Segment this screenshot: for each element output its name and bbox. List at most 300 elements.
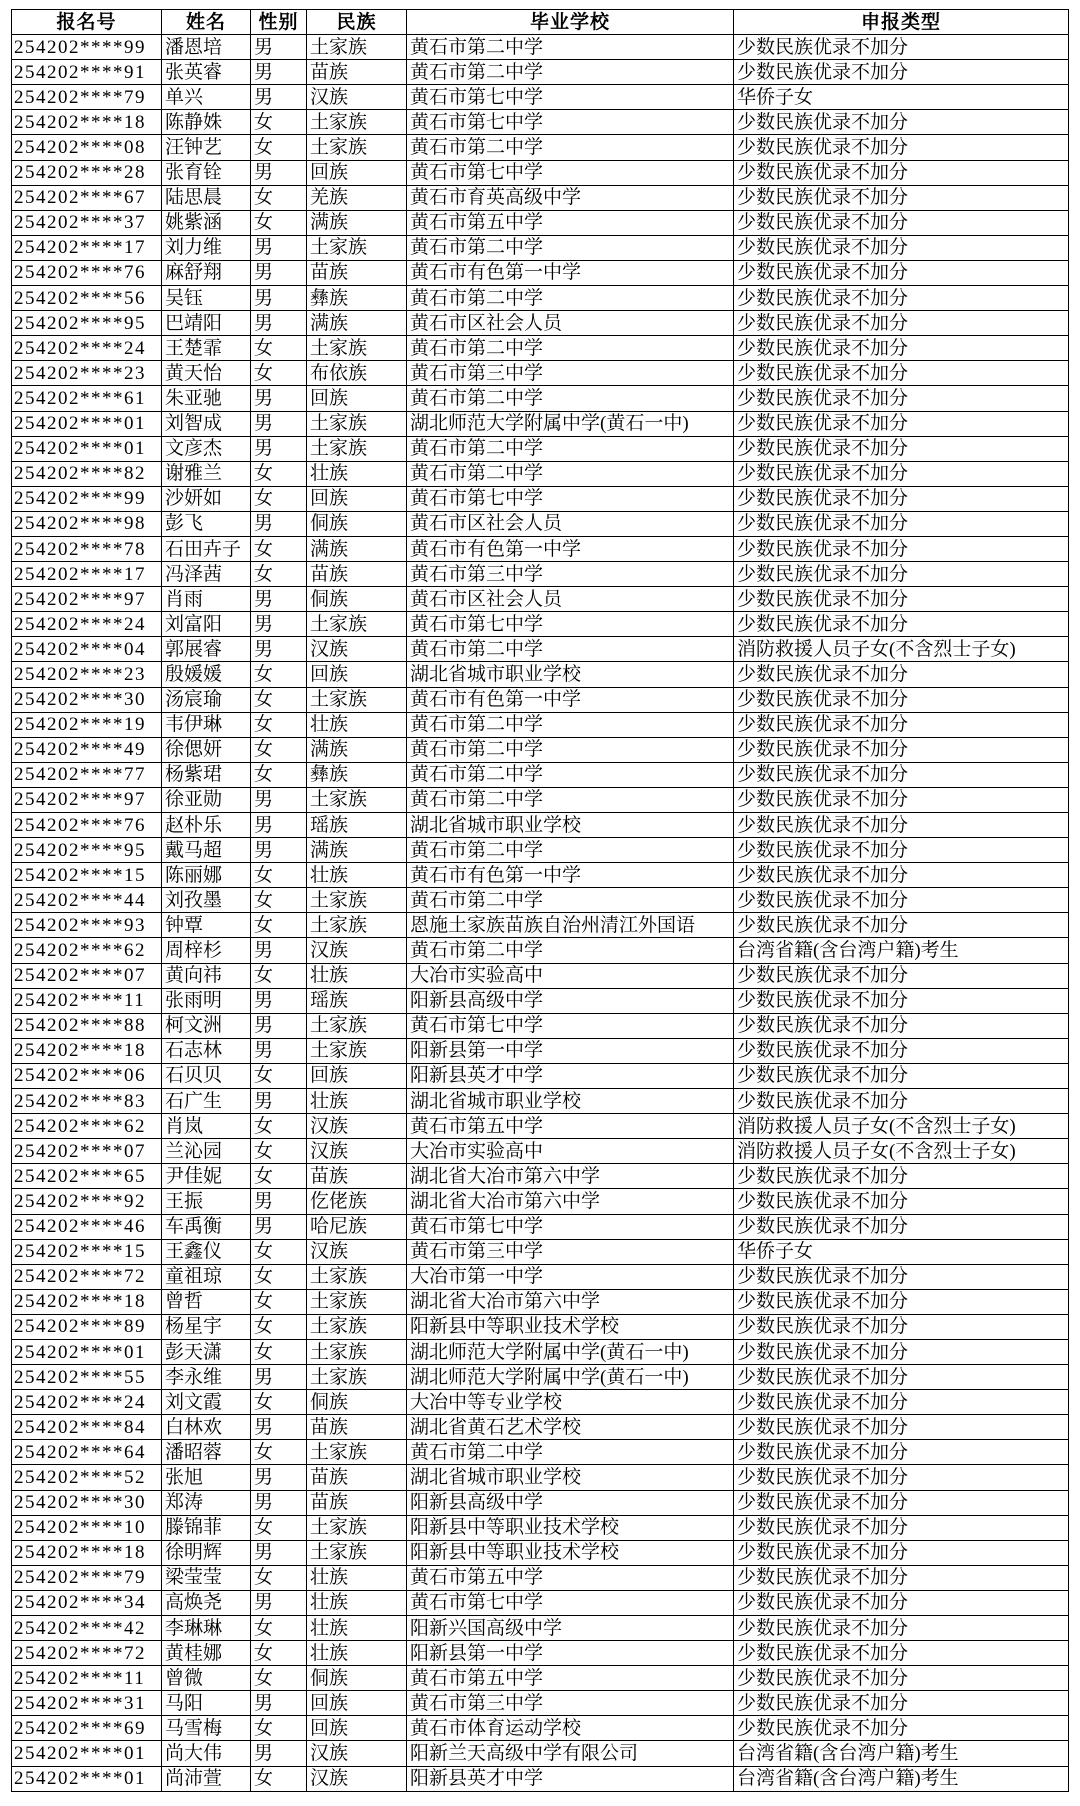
cell-school: 黄石市第七中学: [407, 1214, 734, 1239]
cell-name: 石田卉子: [162, 536, 251, 561]
cell-school: 阳新兰天高级中学有限公司: [407, 1741, 734, 1766]
cell-application-type: 少数民族优录不加分: [734, 787, 1069, 812]
table-row: [12, 637, 1069, 662]
cell-reg-no: 254202****18: [12, 1038, 162, 1063]
cell-name: 陆思晨: [162, 185, 251, 210]
cell-gender: 女: [251, 662, 307, 687]
cell-ethnicity: 土家族: [307, 1365, 407, 1390]
table-row: [12, 1590, 1069, 1615]
cell-school: 黄石市有色第一中学: [407, 863, 734, 888]
cell-reg-no: 254202****62: [12, 1114, 162, 1139]
cell-application-type: 少数民族优录不加分: [734, 1691, 1069, 1716]
cell-name: 曾哲: [162, 1289, 251, 1314]
cell-reg-no: 254202****04: [12, 637, 162, 662]
cell-name: 殷媛媛: [162, 662, 251, 687]
cell-gender: 男: [251, 1038, 307, 1063]
cell-application-type: 少数民族优录不加分: [734, 60, 1069, 85]
cell-ethnicity: 汉族: [307, 1239, 407, 1264]
cell-gender: 男: [251, 311, 307, 336]
cell-gender: 女: [251, 863, 307, 888]
cell-reg-no: 254202****78: [12, 536, 162, 561]
cell-gender: 女: [251, 913, 307, 938]
cell-gender: 男: [251, 260, 307, 285]
cell-reg-no: 254202****93: [12, 913, 162, 938]
header-gender: 性别: [251, 10, 307, 35]
cell-school: 阳新兴国高级中学: [407, 1616, 734, 1641]
cell-reg-no: 254202****95: [12, 838, 162, 863]
cell-application-type: 少数民族优录不加分: [734, 311, 1069, 336]
cell-ethnicity: 满族: [307, 210, 407, 235]
cell-application-type: 少数民族优录不加分: [734, 210, 1069, 235]
cell-school: 阳新县高级中学: [407, 988, 734, 1013]
cell-application-type: 少数民族优录不加分: [734, 687, 1069, 712]
cell-application-type: 少数民族优录不加分: [734, 260, 1069, 285]
cell-reg-no: 254202****19: [12, 712, 162, 737]
cell-reg-no: 254202****95: [12, 311, 162, 336]
cell-application-type: 少数民族优录不加分: [734, 562, 1069, 587]
cell-name: 彭飞: [162, 511, 251, 536]
cell-ethnicity: 侗族: [307, 1390, 407, 1415]
cell-name: 麻舒翔: [162, 260, 251, 285]
cell-reg-no: 254202****55: [12, 1365, 162, 1390]
table-row: [12, 1490, 1069, 1515]
cell-school: 黄石市第二中学: [407, 762, 734, 787]
cell-reg-no: 254202****28: [12, 160, 162, 185]
cell-ethnicity: 壮族: [307, 1565, 407, 1590]
cell-name: 陈静姝: [162, 110, 251, 135]
cell-name: 刘智成: [162, 411, 251, 436]
table-row: [12, 1013, 1069, 1038]
cell-school: 黄石市第二中学: [407, 135, 734, 160]
table-row: [12, 1314, 1069, 1339]
cell-ethnicity: 苗族: [307, 1465, 407, 1490]
cell-name: 戴马超: [162, 838, 251, 863]
table-row: [12, 863, 1069, 888]
cell-ethnicity: 布依族: [307, 361, 407, 386]
table-row: [12, 1666, 1069, 1691]
cell-reg-no: 254202****79: [12, 85, 162, 110]
table-row: [12, 411, 1069, 436]
table-row: [12, 963, 1069, 988]
table-row: [12, 913, 1069, 938]
cell-ethnicity: 汉族: [307, 85, 407, 110]
cell-application-type: 少数民族优录不加分: [734, 1089, 1069, 1114]
cell-ethnicity: 土家族: [307, 687, 407, 712]
cell-name: 汤宸瑜: [162, 687, 251, 712]
table-row: [12, 1289, 1069, 1314]
cell-application-type: 少数民族优录不加分: [734, 1214, 1069, 1239]
cell-ethnicity: 瑶族: [307, 813, 407, 838]
cell-name: 汪钟艺: [162, 135, 251, 160]
cell-name: 韦伊琳: [162, 712, 251, 737]
cell-reg-no: 254202****46: [12, 1214, 162, 1239]
table-row: [12, 813, 1069, 838]
cell-school: 黄石市第二中学: [407, 386, 734, 411]
cell-name: 赵朴乐: [162, 813, 251, 838]
cell-name: 刘富阳: [162, 612, 251, 637]
cell-school: 黄石市第三中学: [407, 1691, 734, 1716]
table-row: [12, 1465, 1069, 1490]
cell-reg-no: 254202****31: [12, 1691, 162, 1716]
cell-ethnicity: 土家族: [307, 913, 407, 938]
cell-reg-no: 254202****44: [12, 888, 162, 913]
cell-name: 肖雨: [162, 587, 251, 612]
table-header: [12, 10, 1069, 35]
cell-school: 阳新县第一中学: [407, 1641, 734, 1666]
cell-school: 恩施土家族苗族自治州清江外国语: [407, 913, 734, 938]
cell-reg-no: 254202****11: [12, 988, 162, 1013]
cell-school: 阳新县中等职业技术学校: [407, 1515, 734, 1540]
cell-name: 彭天潇: [162, 1339, 251, 1364]
cell-gender: 女: [251, 562, 307, 587]
table-row: [12, 1716, 1069, 1741]
cell-gender: 男: [251, 85, 307, 110]
table-row: [12, 1365, 1069, 1390]
cell-school: 黄石市第三中学: [407, 562, 734, 587]
table-row: [12, 838, 1069, 863]
cell-application-type: 少数民族优录不加分: [734, 662, 1069, 687]
cell-ethnicity: 土家族: [307, 235, 407, 260]
cell-ethnicity: 壮族: [307, 1641, 407, 1666]
table-row: [12, 311, 1069, 336]
cell-gender: 男: [251, 35, 307, 60]
cell-reg-no: 254202****23: [12, 662, 162, 687]
cell-ethnicity: 满族: [307, 536, 407, 561]
table-row: [12, 1641, 1069, 1666]
cell-school: 大冶市第一中学: [407, 1264, 734, 1289]
cell-school: 黄石市第二中学: [407, 938, 734, 963]
cell-school: 黄石市体育运动学校: [407, 1716, 734, 1741]
cell-gender: 男: [251, 1415, 307, 1440]
cell-name: 潘昭蓉: [162, 1440, 251, 1465]
cell-gender: 女: [251, 486, 307, 511]
table-row: [12, 361, 1069, 386]
cell-ethnicity: 土家族: [307, 1515, 407, 1540]
table-row: [12, 1189, 1069, 1214]
cell-gender: 女: [251, 1766, 307, 1791]
cell-name: 杨紫珺: [162, 762, 251, 787]
cell-name: 滕锦菲: [162, 1515, 251, 1540]
cell-application-type: 少数民族优录不加分: [734, 461, 1069, 486]
cell-name: 梁莹莹: [162, 1565, 251, 1590]
cell-gender: 女: [251, 1289, 307, 1314]
cell-application-type: 少数民族优录不加分: [734, 286, 1069, 311]
cell-application-type: 少数民族优录不加分: [734, 1490, 1069, 1515]
cell-school: 湖北省大冶市第六中学: [407, 1189, 734, 1214]
cell-ethnicity: 壮族: [307, 863, 407, 888]
cell-school: 黄石市第二中学: [407, 35, 734, 60]
cell-ethnicity: 回族: [307, 1691, 407, 1716]
cell-school: 黄石市第五中学: [407, 1114, 734, 1139]
cell-school: 黄石市第二中学: [407, 737, 734, 762]
cell-reg-no: 254202****67: [12, 185, 162, 210]
cell-school: 黄石市第二中学: [407, 336, 734, 361]
cell-gender: 女: [251, 1666, 307, 1691]
cell-gender: 男: [251, 1465, 307, 1490]
cell-name: 钟覃: [162, 913, 251, 938]
cell-ethnicity: 汉族: [307, 938, 407, 963]
cell-ethnicity: 土家族: [307, 135, 407, 160]
table-body: [12, 35, 1069, 1792]
cell-school: 大冶中等专业学校: [407, 1390, 734, 1415]
cell-gender: 男: [251, 1490, 307, 1515]
cell-name: 沙妍如: [162, 486, 251, 511]
table-row: [12, 1063, 1069, 1088]
cell-name: 刘力维: [162, 235, 251, 260]
cell-gender: 男: [251, 1365, 307, 1390]
header-reg-no: 报名号: [12, 10, 162, 35]
table-row: [12, 1691, 1069, 1716]
cell-ethnicity: 瑶族: [307, 988, 407, 1013]
cell-ethnicity: 土家族: [307, 1038, 407, 1063]
cell-school: 湖北省大冶市第六中学: [407, 1164, 734, 1189]
cell-gender: 男: [251, 988, 307, 1013]
cell-ethnicity: 土家族: [307, 1339, 407, 1364]
cell-ethnicity: 苗族: [307, 1415, 407, 1440]
cell-school: 黄石市第七中学: [407, 612, 734, 637]
cell-ethnicity: 汉族: [307, 1766, 407, 1791]
cell-gender: 男: [251, 1189, 307, 1214]
cell-name: 石贝贝: [162, 1063, 251, 1088]
cell-name: 徐偲妍: [162, 737, 251, 762]
cell-application-type: 华侨子女: [734, 85, 1069, 110]
table-row: [12, 687, 1069, 712]
cell-reg-no: 254202****99: [12, 35, 162, 60]
cell-gender: 男: [251, 235, 307, 260]
cell-name: 李永维: [162, 1365, 251, 1390]
cell-gender: 女: [251, 963, 307, 988]
cell-ethnicity: 回族: [307, 486, 407, 511]
cell-ethnicity: 土家族: [307, 1264, 407, 1289]
cell-name: 李琳琳: [162, 1616, 251, 1641]
cell-gender: 男: [251, 286, 307, 311]
cell-ethnicity: 回族: [307, 662, 407, 687]
cell-school: 阳新县中等职业技术学校: [407, 1540, 734, 1565]
cell-ethnicity: 羌族: [307, 185, 407, 210]
cell-reg-no: 254202****89: [12, 1314, 162, 1339]
table-row: [12, 436, 1069, 461]
cell-ethnicity: 汉族: [307, 1114, 407, 1139]
cell-gender: 男: [251, 612, 307, 637]
cell-application-type: 少数民族优录不加分: [734, 1465, 1069, 1490]
header-ethnicity: 民族: [307, 10, 407, 35]
cell-school: 黄石市第七中学: [407, 1013, 734, 1038]
cell-school: 黄石市第二中学: [407, 436, 734, 461]
table-row: [12, 1616, 1069, 1641]
cell-reg-no: 254202****82: [12, 461, 162, 486]
cell-reg-no: 254202****07: [12, 963, 162, 988]
cell-application-type: 消防救援人员子女(不含烈士子女): [734, 1139, 1069, 1164]
cell-ethnicity: 苗族: [307, 60, 407, 85]
cell-reg-no: 254202****92: [12, 1189, 162, 1214]
cell-name: 张雨明: [162, 988, 251, 1013]
cell-name: 张英睿: [162, 60, 251, 85]
cell-gender: 男: [251, 1089, 307, 1114]
table-row: [12, 888, 1069, 913]
cell-ethnicity: 回族: [307, 386, 407, 411]
cell-ethnicity: 壮族: [307, 1089, 407, 1114]
cell-application-type: 少数民族优录不加分: [734, 813, 1069, 838]
cell-school: 黄石市第二中学: [407, 637, 734, 662]
table-row: [12, 787, 1069, 812]
cell-reg-no: 254202****01: [12, 1741, 162, 1766]
cell-school: 阳新县第一中学: [407, 1038, 734, 1063]
table-row: [12, 260, 1069, 285]
table-row: [12, 1239, 1069, 1264]
cell-reg-no: 254202****72: [12, 1264, 162, 1289]
table-row: [12, 536, 1069, 561]
table-row: [12, 1114, 1069, 1139]
table-row: [12, 461, 1069, 486]
cell-application-type: 少数民族优录不加分: [734, 963, 1069, 988]
cell-reg-no: 254202****84: [12, 1415, 162, 1440]
cell-reg-no: 254202****72: [12, 1641, 162, 1666]
cell-gender: 男: [251, 1691, 307, 1716]
cell-school: 湖北省城市职业学校: [407, 1465, 734, 1490]
cell-reg-no: 254202****42: [12, 1616, 162, 1641]
table-row: [12, 1214, 1069, 1239]
cell-ethnicity: 苗族: [307, 1164, 407, 1189]
cell-reg-no: 254202****83: [12, 1089, 162, 1114]
cell-reg-no: 254202****01: [12, 411, 162, 436]
cell-ethnicity: 仡佬族: [307, 1189, 407, 1214]
cell-reg-no: 254202****76: [12, 260, 162, 285]
cell-gender: 女: [251, 1264, 307, 1289]
cell-reg-no: 254202****18: [12, 1540, 162, 1565]
table-row: [12, 1766, 1069, 1791]
table-row: [12, 1264, 1069, 1289]
cell-application-type: 少数民族优录不加分: [734, 762, 1069, 787]
cell-school: 黄石市第二中学: [407, 838, 734, 863]
cell-reg-no: 254202****97: [12, 587, 162, 612]
cell-school: 大冶市实验高中: [407, 963, 734, 988]
cell-name: 周梓杉: [162, 938, 251, 963]
cell-reg-no: 254202****69: [12, 1716, 162, 1741]
table-row: [12, 235, 1069, 260]
table-row: [12, 511, 1069, 536]
cell-gender: 男: [251, 386, 307, 411]
cell-name: 朱亚驰: [162, 386, 251, 411]
cell-name: 冯泽茜: [162, 562, 251, 587]
cell-name: 刘文霞: [162, 1390, 251, 1415]
cell-school: 湖北省大冶市第六中学: [407, 1289, 734, 1314]
cell-name: 张育铨: [162, 160, 251, 185]
cell-ethnicity: 满族: [307, 311, 407, 336]
cell-application-type: 少数民族优录不加分: [734, 1565, 1069, 1590]
cell-application-type: 少数民族优录不加分: [734, 1164, 1069, 1189]
cell-reg-no: 254202****24: [12, 1390, 162, 1415]
cell-gender: 女: [251, 1239, 307, 1264]
table-row: [12, 85, 1069, 110]
cell-school: 黄石市第三中学: [407, 1239, 734, 1264]
cell-ethnicity: 土家族: [307, 612, 407, 637]
cell-ethnicity: 土家族: [307, 888, 407, 913]
cell-school: 大冶市实验高中: [407, 1139, 734, 1164]
cell-reg-no: 254202****97: [12, 787, 162, 812]
cell-name: 尚沛萱: [162, 1766, 251, 1791]
cell-ethnicity: 壮族: [307, 1590, 407, 1615]
header-row: [12, 10, 1069, 35]
cell-application-type: 台湾省籍(含台湾户籍)考生: [734, 1741, 1069, 1766]
table-row: [12, 737, 1069, 762]
cell-gender: 女: [251, 1114, 307, 1139]
cell-school: 黄石市第二中学: [407, 286, 734, 311]
cell-application-type: 少数民族优录不加分: [734, 35, 1069, 60]
cell-reg-no: 254202****15: [12, 1239, 162, 1264]
cell-ethnicity: 满族: [307, 737, 407, 762]
cell-gender: 女: [251, 1063, 307, 1088]
cell-application-type: 消防救援人员子女(不含烈士子女): [734, 1114, 1069, 1139]
cell-ethnicity: 土家族: [307, 1314, 407, 1339]
cell-name: 谢雅兰: [162, 461, 251, 486]
cell-reg-no: 254202****10: [12, 1515, 162, 1540]
cell-gender: 女: [251, 461, 307, 486]
cell-school: 黄石市第二中学: [407, 235, 734, 260]
table-row: [12, 1390, 1069, 1415]
table-row: [12, 185, 1069, 210]
cell-ethnicity: 侗族: [307, 587, 407, 612]
cell-application-type: 少数民族优录不加分: [734, 988, 1069, 1013]
cell-school: 黄石市第二中学: [407, 888, 734, 913]
cell-application-type: 消防救援人员子女(不含烈士子女): [734, 637, 1069, 662]
cell-gender: 女: [251, 110, 307, 135]
cell-application-type: 少数民族优录不加分: [734, 1289, 1069, 1314]
table-row: [12, 336, 1069, 361]
table-row: [12, 486, 1069, 511]
cell-ethnicity: 土家族: [307, 1289, 407, 1314]
table-row: [12, 562, 1069, 587]
cell-gender: 女: [251, 1440, 307, 1465]
cell-name: 马阳: [162, 1691, 251, 1716]
cell-application-type: 少数民族优录不加分: [734, 1641, 1069, 1666]
cell-gender: 女: [251, 361, 307, 386]
cell-school: 黄石市第二中学: [407, 1440, 734, 1465]
cell-name: 石志林: [162, 1038, 251, 1063]
cell-ethnicity: 回族: [307, 1716, 407, 1741]
cell-reg-no: 254202****18: [12, 110, 162, 135]
cell-gender: 男: [251, 1214, 307, 1239]
cell-name: 潘恩培: [162, 35, 251, 60]
table-row: [12, 35, 1069, 60]
table-row: [12, 662, 1069, 687]
cell-school: 黄石市区社会人员: [407, 311, 734, 336]
cell-ethnicity: 壮族: [307, 963, 407, 988]
cell-ethnicity: 土家族: [307, 1013, 407, 1038]
cell-school: 湖北省黄石艺术学校: [407, 1415, 734, 1440]
cell-reg-no: 254202****61: [12, 386, 162, 411]
table-row: [12, 60, 1069, 85]
cell-gender: 女: [251, 185, 307, 210]
cell-gender: 男: [251, 1741, 307, 1766]
cell-ethnicity: 哈尼族: [307, 1214, 407, 1239]
cell-ethnicity: 土家族: [307, 110, 407, 135]
cell-gender: 男: [251, 1590, 307, 1615]
cell-school: 黄石市第五中学: [407, 210, 734, 235]
cell-name: 刘孜墨: [162, 888, 251, 913]
cell-school: 黄石市有色第一中学: [407, 260, 734, 285]
cell-school: 黄石市第二中学: [407, 461, 734, 486]
cell-application-type: 少数民族优录不加分: [734, 1716, 1069, 1741]
cell-name: 石广生: [162, 1089, 251, 1114]
cell-application-type: 少数民族优录不加分: [734, 336, 1069, 361]
cell-application-type: 少数民族优录不加分: [734, 361, 1069, 386]
cell-school: 黄石市有色第一中学: [407, 536, 734, 561]
cell-name: 王楚霏: [162, 336, 251, 361]
cell-application-type: 少数民族优录不加分: [734, 436, 1069, 461]
cell-reg-no: 254202****76: [12, 813, 162, 838]
cell-school: 黄石市第二中学: [407, 712, 734, 737]
cell-ethnicity: 土家族: [307, 787, 407, 812]
